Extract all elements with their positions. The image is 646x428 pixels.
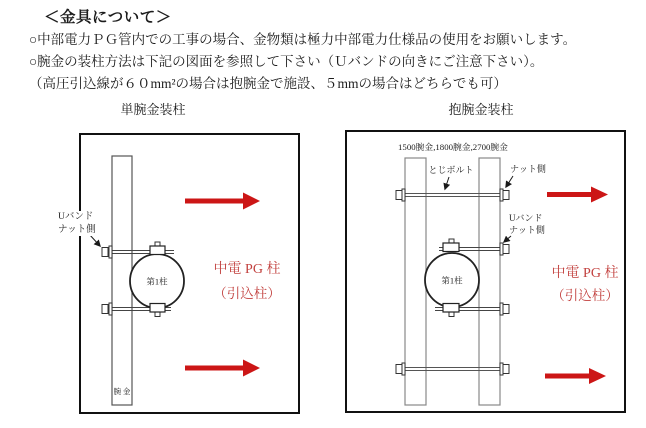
arm-size-label: 1500腕金,1800腕金,2700腕金 (398, 142, 508, 152)
arm-label: 腕 金 (113, 387, 131, 396)
red-arrow-bottom (545, 368, 606, 384)
red-arrow-top (185, 193, 260, 210)
chuden-pg-pole-label: 中電 PG 柱 (551, 266, 619, 281)
pole-label: 第1柱 (441, 275, 463, 286)
notice-line-1: ○中部電力ＰＧ管内での工事の場合、金物類は極力中部電力仕様品の使用をお願いします。 (29, 32, 577, 47)
uband-label-line2: ナット側 (509, 225, 545, 235)
red-arrow-top (547, 187, 608, 203)
uband-clamp-top (443, 239, 459, 252)
uband-flange-lower (109, 303, 112, 315)
right-diagram-title: 抱腕金装柱 (448, 102, 514, 117)
service-pole-label: （引込柱） (213, 286, 281, 301)
notice-line-2: ○腕金の装柱方法は下記の図面を参照して下さい（Ｕバンドの向きにご注意下さい）。 (29, 54, 544, 69)
uband-callout-line1: Uバンド (58, 212, 94, 222)
red-arrow-bottom (185, 360, 260, 377)
left-diagram-box (79, 133, 300, 414)
pole-label: 第1柱 (146, 276, 168, 287)
page-title: ＜金具について＞ (44, 9, 172, 26)
uband-leader-arrow (504, 236, 511, 242)
cross-arm-bar (112, 156, 132, 405)
binding-bolt-label: とじボルト (428, 165, 474, 175)
uband-nut-lower (102, 305, 108, 314)
binding-bolt-leader-arrow (445, 177, 449, 189)
uband-label-line1: Uバンド (509, 213, 543, 223)
uband-flange-upper (109, 246, 112, 258)
uband-callout-line2: ナット側 (58, 224, 96, 235)
left-diagram-title: 単腕金装柱 (120, 102, 186, 117)
left-diagram-drawing (81, 135, 298, 412)
uband-nut-upper (102, 248, 108, 257)
uband-clamp-bottom (443, 304, 459, 317)
uband-clamp-bottom (150, 304, 165, 317)
uband-clamp-top (150, 242, 165, 255)
uband-nut-side-callout-left (57, 211, 97, 236)
right-diagram-box (345, 130, 626, 413)
notice-line-3: （高圧引込線が６０mm²の場合は抱腕金で施設、５mmの場合はどちらでも可） (29, 76, 507, 91)
nut-side-leader-arrow (506, 176, 513, 187)
nut-side-label: ナット側 (510, 164, 546, 174)
chuden-pg-pole-label: 中電 PG 柱 (213, 262, 281, 277)
service-pole-label: （引込柱） (551, 288, 619, 303)
right-diagram-drawing (347, 132, 624, 411)
